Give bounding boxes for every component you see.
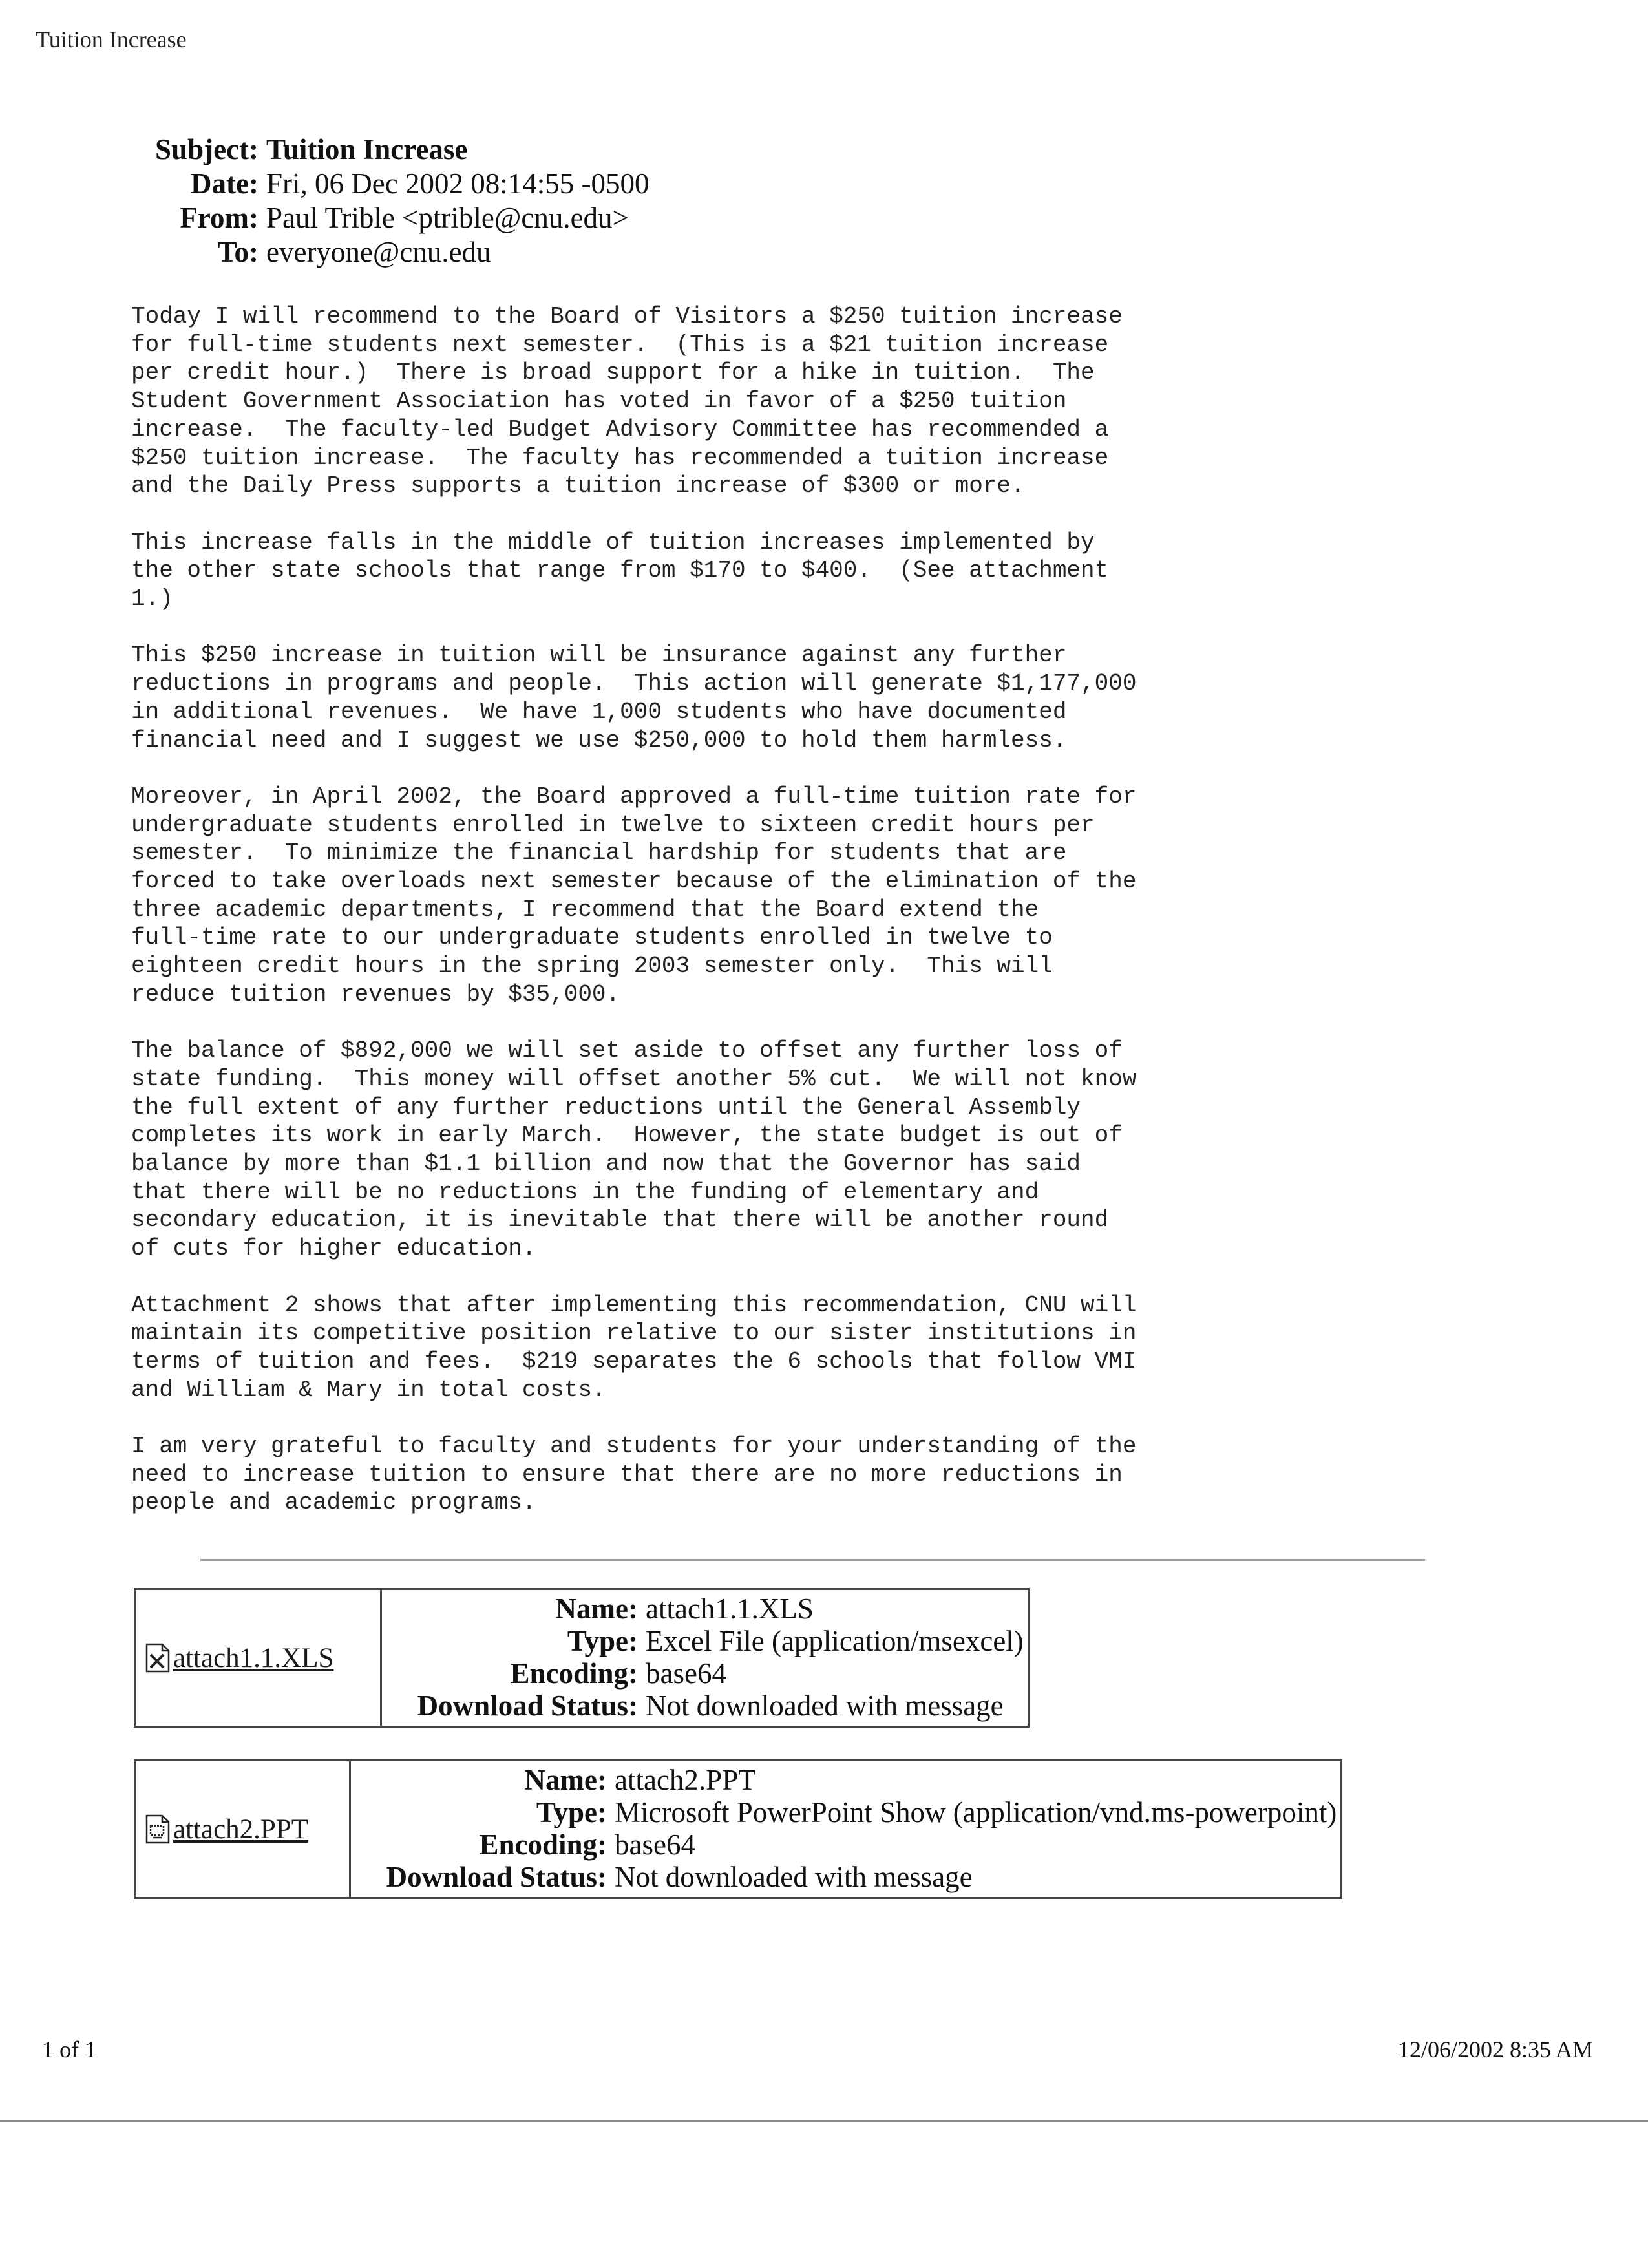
attachment-link-1-text: attach1.1.XLS	[173, 1642, 334, 1673]
attachment-link-1[interactable]	[145, 1642, 333, 1674]
attachment-2-name-value: attach2.PPT	[615, 1764, 756, 1796]
body-paragraph-3: This $250 increase in tuition will be insurance against any further reductions in programs and people. This action will generate $1,177,000 in additional revenues. We have 1,000 students who have documented financial need and I suggest we use $250,000 to hold them harmless.	[131, 642, 1137, 754]
attachment-details-1	[382, 1590, 1028, 1726]
attachment-details-2	[351, 1761, 1340, 1897]
subject-row	[139, 132, 649, 167]
to-label: To:	[217, 236, 259, 268]
from-row	[139, 201, 649, 235]
date-value: Fri, 06 Dec 2002 08:14:55 -0500	[266, 167, 650, 200]
email-headers	[139, 132, 649, 270]
attachment-2-encoding-row	[355, 1828, 1336, 1861]
attachment-2-name-row	[355, 1764, 1336, 1796]
body-paragraph-7: I am very grateful to faculty and students for your understanding of the need to increase tuition to ensure that there are no more reductions in people and academic programs.	[131, 1433, 1137, 1516]
from-value: Paul Trible <ptrible@cnu.edu>	[266, 202, 629, 234]
attachment-1-encoding-value: base64	[646, 1657, 726, 1690]
scan-edge-line	[0, 2120, 1648, 2122]
subject-value: Tuition Increase	[266, 133, 468, 165]
attachment-2-encoding-value: base64	[615, 1828, 695, 1861]
excel-file-icon	[145, 1643, 171, 1673]
attachment-2-status-value: Not downloaded with message	[615, 1861, 973, 1893]
to-value: everyone@cnu.edu	[266, 236, 491, 268]
attachment-1-name-value: attach1.1.XLS	[646, 1593, 814, 1625]
attachment-link-cell-2	[136, 1761, 351, 1897]
attachment-1-type-label: Type:	[567, 1625, 638, 1657]
from-label: From:	[180, 202, 259, 234]
date-row	[139, 167, 649, 201]
subject-label: Subject:	[155, 133, 259, 165]
body-paragraph-2: This increase falls in the middle of tuition increases implemented by the other state schools that range from $170 to $400. (See attachment 1.)	[131, 529, 1109, 613]
attachment-1-encoding-row	[386, 1657, 1024, 1690]
footer-page-number: 1 of 1	[42, 2037, 96, 2062]
attachment-2-name-label: Name:	[524, 1764, 607, 1796]
attachment-2-status-label: Download Status:	[386, 1861, 607, 1893]
attachment-table-2	[134, 1759, 1342, 1899]
attachment-1-encoding-label: Encoding:	[510, 1657, 638, 1690]
body-paragraph-5: The balance of $892,000 we will set aside to offset any further loss of state funding. This money will offset another 5% cut. We will not know the full extent of any further reductions until the General Assembly completes its work in early March. However, the state budget is out of balance by more than $1.1 billion and now that the Governor has said that there will be no reductions in the funding of elementary and secondary education, it is inevitable that there will be another round of cuts for higher education.	[131, 1037, 1137, 1262]
attachment-2-type-label: Type:	[536, 1796, 607, 1828]
to-row	[139, 235, 649, 270]
attachment-2-type-row	[355, 1796, 1336, 1828]
body-paragraph-6: Attachment 2 shows that after implementing this recommendation, CNU will maintain its competitive position relative to our sister institutions in terms of tuition and fees. $219 separates the 6 schools that follow VMI and William & Mary in total costs.	[131, 1291, 1137, 1403]
attachment-1-name-row	[386, 1593, 1024, 1625]
powerpoint-file-icon	[145, 1814, 171, 1844]
attachment-1-status-label: Download Status:	[417, 1690, 638, 1722]
attachment-1-name-label: Name:	[555, 1593, 638, 1625]
email-body	[131, 302, 1424, 1545]
attachment-1-status-value: Not downloaded with message	[646, 1690, 1004, 1722]
footer-timestamp: 12/06/2002 8:35 AM	[1397, 2037, 1593, 2062]
body-paragraph-4: Moreover, in April 2002, the Board approved a full-time tuition rate for undergraduate students enrolled in twelve to sixteen credit hours per semester. To minimize the financial hardship for students that are forced to take overloads next semester because of the elimination of the three academic departments, I recommend that the Board extend the full-time rate to our undergraduate students enrolled in twelve to eighteen credit hours in the spring 2003 semester only. This will reduce tuition revenues by $35,000.	[131, 783, 1137, 1008]
attachment-table-1	[134, 1588, 1030, 1728]
attachment-link-cell-1	[136, 1590, 382, 1726]
attachment-1-status-row	[386, 1690, 1024, 1722]
attachment-divider	[200, 1559, 1425, 1561]
body-paragraph-1: Today I will recommend to the Board of Visitors a $250 tuition increase for full-time students next semester. (This is a $21 tuition increase per credit hour.) There is broad support for a hike in tuition. The Student Government Association has voted in favor of a $250 tuition increase. The faculty-led Budget Advisory Committee has recommended a $250 tuition increase. The faculty has recommended a tuition increase and the Daily Press supports a tuition increase of $300 or more.	[131, 303, 1123, 500]
attachment-link-2[interactable]	[145, 1814, 308, 1845]
attachment-link-2-text: attach2.PPT	[173, 1814, 308, 1845]
attachment-1-type-row	[386, 1625, 1024, 1657]
page-header-title: Tuition Increase	[36, 26, 187, 52]
date-label: Date:	[191, 167, 259, 200]
attachment-2-type-value: Microsoft PowerPoint Show (application/vnd.ms-powerpoint)	[615, 1796, 1337, 1828]
attachment-2-encoding-label: Encoding:	[479, 1828, 607, 1861]
attachment-1-type-value: Excel File (application/msexcel)	[646, 1625, 1024, 1657]
attachment-2-status-row	[355, 1861, 1336, 1893]
